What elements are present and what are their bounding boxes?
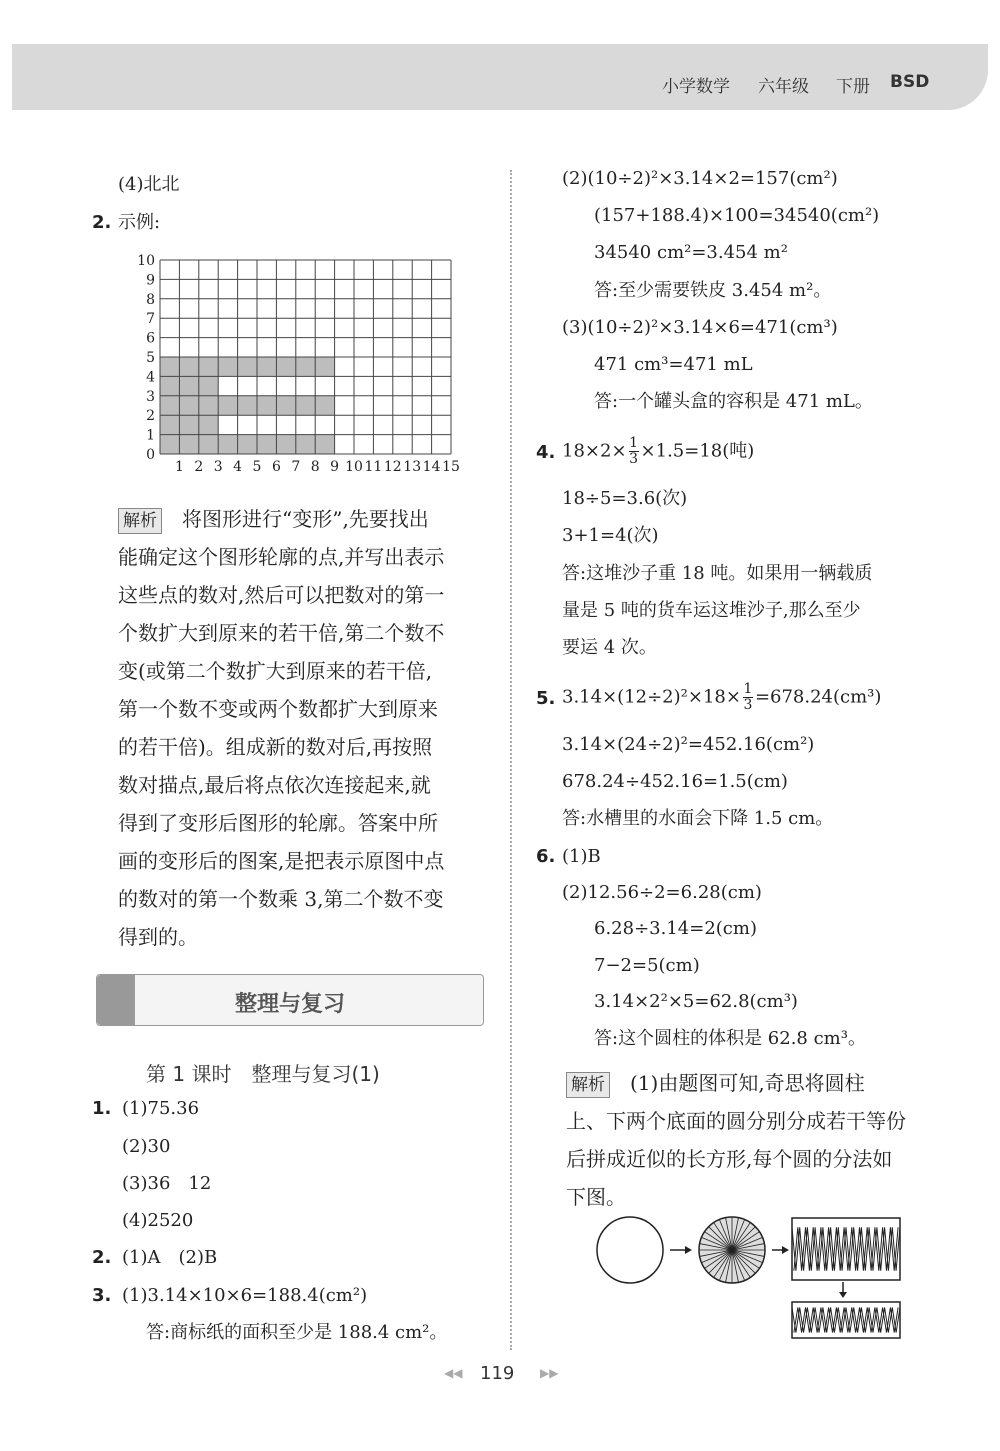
question-number-2b: 2. [92,1247,112,1268]
shaded-cell [257,396,276,415]
shaded-cell [296,435,315,454]
answer-1-2: (2)30 [122,1136,171,1157]
header-edition: BSD [890,72,930,92]
shaded-cell [315,396,334,415]
x-tick-label: 13 [403,459,422,475]
y-tick-label: 0 [146,447,155,463]
fraction-denominator: 3 [743,697,753,713]
answer-3-2-conclusion: 答:至少需要铁皮 3.454 m²。 [594,280,832,301]
shaded-cell [179,376,198,395]
shaded-cell [276,396,295,415]
header-volume: 下册 [836,77,870,97]
shaded-cell [315,435,334,454]
answer-1-1: (1)75.36 [122,1098,200,1119]
x-tick-label: 11 [364,459,383,475]
x-tick-label: 9 [330,459,340,475]
shaded-cell [238,435,257,454]
shaded-cell [257,435,276,454]
answer-4-conclusion: 答:这堆沙子重 18 吨。如果用一辆载质 [562,563,873,584]
shaded-cell [199,435,218,454]
answer-5-step: 678.24÷452.16=1.5(cm) [562,771,788,792]
analysis-line: 下图。 [566,1185,626,1209]
zigzag-pattern [792,1227,900,1270]
y-tick-label: 6 [146,330,155,347]
analysis-line: 后拼成近似的长方形,每个圆的分法如 [566,1147,893,1171]
analysis-block-left [118,500,488,956]
x-tick-label: 15 [442,459,460,475]
answer-3-2: (2)(10÷2)²×3.14×2=157(cm²) [562,168,838,189]
answer-6-2: (2)12.56÷2=6.28(cm) [562,882,762,903]
y-tick-label: 10 [137,253,155,269]
analysis-line: 的若干倍)。组成新的数对后,再按照 [118,735,433,759]
y-tick-label: 8 [146,291,155,308]
fraction-numerator: 1 [629,435,638,451]
shaded-cell [296,396,315,415]
y-axis-labels [137,253,155,463]
answer-1-3: (3)36 12 [122,1173,212,1194]
x-tick-label: 6 [271,459,281,475]
shaded-cell [257,357,276,376]
analysis-line: 将图形进行“变形”,先要找出 [182,507,429,531]
x-tick-label: 10 [345,459,363,475]
shaded-cell [238,357,257,376]
analysis-line: 上、下两个底面的圆分别分成若干等份 [566,1109,906,1133]
answer-4-step: 3+1=4(次) [562,525,659,546]
question-number-5: 5. [536,688,556,709]
shaded-cell [218,435,237,454]
question-number-3: 3. [92,1285,112,1306]
shaded-cell [315,357,334,376]
shaded-cell [276,357,295,376]
answer-3-1-conclusion: 答:商标纸的面积至少是 188.4 cm²。 [146,1322,448,1343]
answer-6-2-conclusion: 答:这个圆柱的体积是 62.8 cm³。 [594,1028,866,1049]
column-divider [510,170,512,1350]
answer-6-1: (1)B [562,846,601,867]
x-tick-label: 12 [383,459,402,475]
x-tick-label: 7 [291,459,301,475]
shaded-cell [199,357,218,376]
question-number-4: 4. [536,442,556,463]
answer-4-formula [562,436,754,467]
shaded-cell [179,396,198,415]
lesson-title: 第 1 课时 整理与复习(1) [146,1062,380,1086]
circle-sectors [699,1217,765,1283]
answer-5-step: 3.14×(24÷2)²=452.16(cm²) [562,734,815,755]
shaded-cell [160,376,179,395]
circle-shape [597,1217,663,1283]
analysis-line: 第一个数不变或两个数都扩大到原来 [118,697,438,721]
shaded-cell [238,396,257,415]
y-tick-label: 1 [146,427,155,444]
answer-1-4b: (4)2520 [122,1210,194,1231]
section-title: 整理与复习 [234,992,345,1017]
zigzag-pattern [792,1307,900,1332]
analysis-line: 这些点的数对,然后可以把数对的第一 [118,583,445,607]
shaded-cell [160,435,179,454]
header-grade: 六年级 [758,77,809,97]
section-header [96,974,484,1026]
x-tick-label: 3 [213,459,223,475]
question-number-1: 1. [92,1098,112,1119]
answer-4-conclusion: 要运 4 次。 [562,637,657,658]
circle-to-rectangle-diagram [592,1212,912,1342]
x-tick-label: 4 [233,459,243,475]
shaded-cell [160,396,179,415]
formula-part: 3.14×(12÷2)²×18× [562,686,741,708]
answer-3-3-conclusion: 答:一个罐头盒的容积是 471 mL。 [594,391,873,412]
shaded-cell [199,396,218,415]
shaded-cell [179,435,198,454]
next-page-icon[interactable]: ▶▶ [540,1366,559,1380]
shaded-cell [296,357,315,376]
x-tick-label: 14 [422,459,441,475]
analysis-line: 能确定这个图形轮廓的点,并写出表示 [118,545,445,569]
analysis-line: 变(或第二个数扩大到原来的若干倍, [118,659,433,683]
shaded-cell [160,415,179,434]
header-subject: 小学数学 [662,77,730,97]
formula-part: ×1.5=18(吨) [640,440,755,462]
fraction [629,436,639,467]
y-tick-label: 7 [146,311,155,328]
y-tick-label: 3 [146,388,155,405]
x-axis-labels [175,459,460,475]
arrow-right-icon [772,1246,789,1254]
analysis-line: 个数扩大到原来的若干倍,第二个数不 [118,621,445,645]
shaded-shape [160,357,335,454]
analysis-line: (1)由题图可知,奇思将圆柱 [630,1071,865,1095]
x-tick-label: 8 [310,459,320,475]
y-tick-label: 2 [146,408,155,425]
answer-5-formula [562,682,881,713]
analysis-tag: 解析 [118,508,162,534]
answer-6-2-step: 7−2=5(cm) [594,955,700,976]
answer-4-step: 18÷5=3.6(次) [562,488,688,509]
shaded-cell [179,357,198,376]
shaded-cell [218,357,237,376]
shaded-cell [179,415,198,434]
analysis-line: 数对描点,最后将点依次连接起来,就 [118,773,431,797]
analysis-tag: 解析 [566,1072,610,1098]
answer-3-1: (1)3.14×10×6=188.4(cm²) [122,1285,368,1306]
answer-4-conclusion: 量是 5 吨的货车运这堆沙子,那么至少 [562,600,861,621]
shaded-cell [276,435,295,454]
fraction-numerator: 1 [743,681,753,697]
shaded-cell [218,396,237,415]
question-number-2: 2. [92,212,112,233]
answer-6-2-step: 3.14×2²×5=62.8(cm³) [594,991,798,1012]
fraction-denominator: 3 [629,451,638,467]
analysis-line: 得到了变形后图形的轮廓。答案中所 [118,811,438,835]
formula-part: =678.24(cm³) [754,686,882,708]
fraction [743,682,753,713]
prev-page-icon[interactable]: ◀◀ [444,1366,463,1380]
answer-3-2-step: 34540 cm²=3.454 m² [594,242,788,263]
y-tick-label: 5 [146,350,155,366]
analysis-line: 的数对的第一个数乘 3,第二个数不变 [118,887,444,911]
answer-5-conclusion: 答:水槽里的水面会下降 1.5 cm。 [562,808,834,829]
coordinate-grid [130,250,470,478]
analysis-line: 得到的。 [118,925,198,949]
answer-1-4: (4)北北 [118,174,180,195]
y-tick-label: 4 [146,369,155,386]
answer-3-3: (3)(10÷2)²×3.14×6=471(cm³) [562,317,838,338]
y-tick-label: 9 [146,272,155,289]
question-number-6: 6. [536,846,556,867]
x-tick-label: 2 [194,459,204,475]
shaded-cell [160,357,179,376]
answer-3-2-step: (157+188.4)×100=34540(cm²) [594,205,880,226]
analysis-line: 画的变形后的图案,是把表示原图中点 [118,849,445,873]
x-tick-label: 1 [174,459,184,475]
analysis-block-right [566,1064,938,1216]
answer-6-2-step: 6.28÷3.14=2(cm) [594,918,757,939]
shaded-cell [199,415,218,434]
answer-2: (1)A (2)B [122,1247,218,1268]
answer-3-3-step: 471 cm³=471 mL [594,354,753,375]
arrow-right-icon [670,1246,692,1254]
formula-part: 18×2× [562,440,627,462]
x-tick-label: 5 [252,459,262,475]
arrow-down-icon [839,1282,847,1298]
shaded-cell [199,376,218,395]
page-number: 119 [480,1363,515,1384]
example-label: 示例: [118,212,161,233]
